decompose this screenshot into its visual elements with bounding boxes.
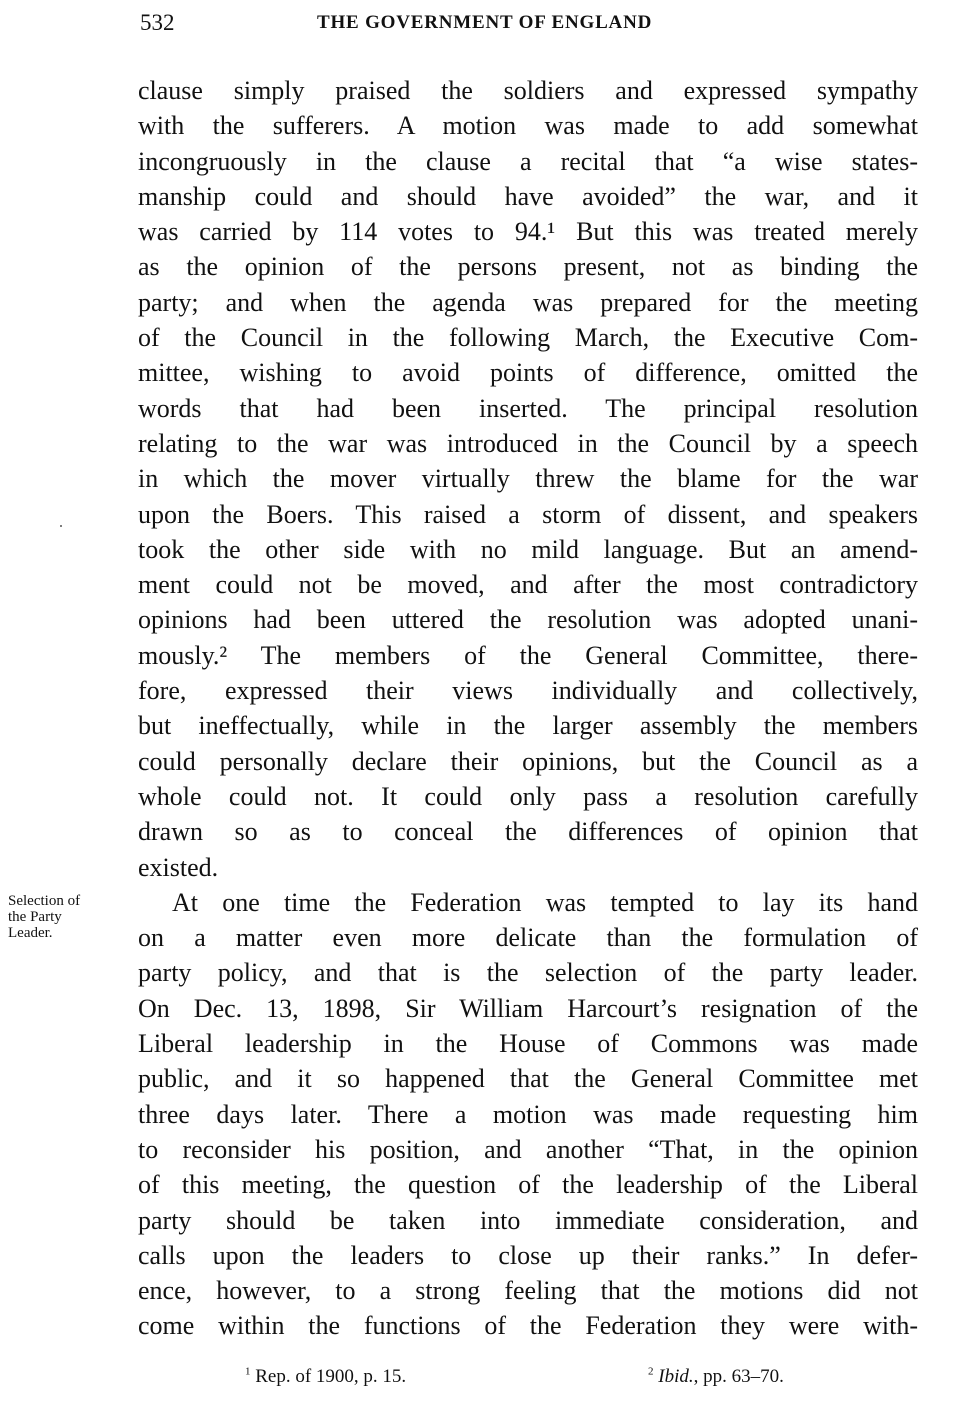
text-line: three days later. There a motion was made requesting him [138, 1099, 918, 1129]
margin-note-line: the Party [8, 909, 62, 925]
running-title: THE GOVERNMENT OF ENGLAND [317, 12, 653, 33]
text-line: ence, however, to a strong feeling that the motions did not [138, 1276, 918, 1306]
text-line: could personally declare their opinions, but the Council as a [138, 746, 918, 776]
text-line: party should be taken into immediate consideration, and [138, 1205, 918, 1235]
text-line: but ineffectually, while in the larger assembly the members [138, 711, 918, 741]
text-line: party; and when the agenda was prepared for the meeting [138, 287, 918, 317]
footnote-1 [245, 1362, 406, 1392]
text-line: come within the functions of the Federation they were with- [138, 1311, 918, 1341]
footnote-marker: 2 [648, 1365, 654, 1378]
text-line: took the other side with no mild language. But an amend- [138, 534, 918, 564]
text-line: manship could and should have avoided” the war, and it [138, 181, 918, 211]
text-line: drawn so as to conceal the differences of opinion that [138, 817, 918, 847]
text-line: on a matter even more delicate than the formulation of [138, 923, 918, 953]
stray-mark [60, 525, 62, 527]
footnote-ibid: Ibid. [658, 1366, 694, 1387]
text-line: of the Council in the following March, the Executive Com- [138, 323, 918, 353]
margin-note-line: Leader. [8, 925, 53, 941]
paragraph-council-war [138, 73, 918, 885]
text-line: On Dec. 13, 1898, Sir William Harcourt’s resignation of the [138, 993, 918, 1023]
footnote-text: , pp. 63–70. [693, 1366, 784, 1387]
text-line: calls upon the leaders to close up their ranks.” In defer- [138, 1240, 918, 1270]
text-line: mittee, wishing to avoid points of difference, omitted the [138, 358, 918, 388]
text-line: was carried by 114 votes to 94.¹ But this was treated merely [138, 217, 918, 247]
page-number: 532 [140, 10, 175, 35]
text-line: party policy, and that is the selection of the party leader. [138, 958, 918, 988]
text-line: to reconsider his position, and another “That, in the opinion [138, 1134, 918, 1164]
page-header [140, 6, 920, 40]
text-line: as the opinion of the persons present, not as binding the [138, 252, 918, 282]
text-line: in which the mover virtually threw the blame for the war [138, 464, 918, 494]
text-line: existed. [138, 852, 219, 882]
text-line: public, and it so happened that the General Committee met [138, 1064, 918, 1094]
text-line: fore, expressed their views individually and collectively, [138, 676, 918, 706]
text-line: relating to the war was introduced in the Council by a speech [138, 428, 918, 458]
body-text [138, 73, 918, 1344]
paragraph-party-leader [138, 885, 918, 1344]
text-line: upon the Boers. This raised a storm of dissent, and speakers [138, 499, 918, 529]
margin-note-line: Selection of [8, 893, 81, 909]
text-line: whole could not. It could only pass a resolution carefully [138, 781, 918, 811]
text-line: of this meeting, the question of the leadership of the Liberal [138, 1170, 918, 1200]
text-line: At one time the Federation was tempted to lay its hand [172, 887, 918, 917]
text-line: with the sufferers. A motion was made to add somewhat [138, 111, 918, 141]
footnotes [0, 1362, 954, 1392]
text-line: Liberal leadership in the House of Commons was made [138, 1029, 918, 1059]
text-line: clause simply praised the soldiers and expressed sympathy [138, 76, 918, 105]
text-line: ment could not be moved, and after the most contradictory [138, 570, 918, 600]
footnote-2 [648, 1362, 784, 1392]
footnote-marker: 1 [245, 1365, 251, 1378]
text-line: opinions had been uttered the resolution was adopted unani- [138, 605, 918, 635]
text-line: incongruously in the clause a recital that “a wise states- [138, 146, 918, 176]
footnote-text: Rep. of 1900, p. 15. [255, 1366, 407, 1387]
margin-note [8, 893, 133, 941]
text-line: mously.² The members of the General Committee, there- [138, 640, 918, 670]
text-line: words that had been inserted. The principal resolution [138, 393, 918, 423]
